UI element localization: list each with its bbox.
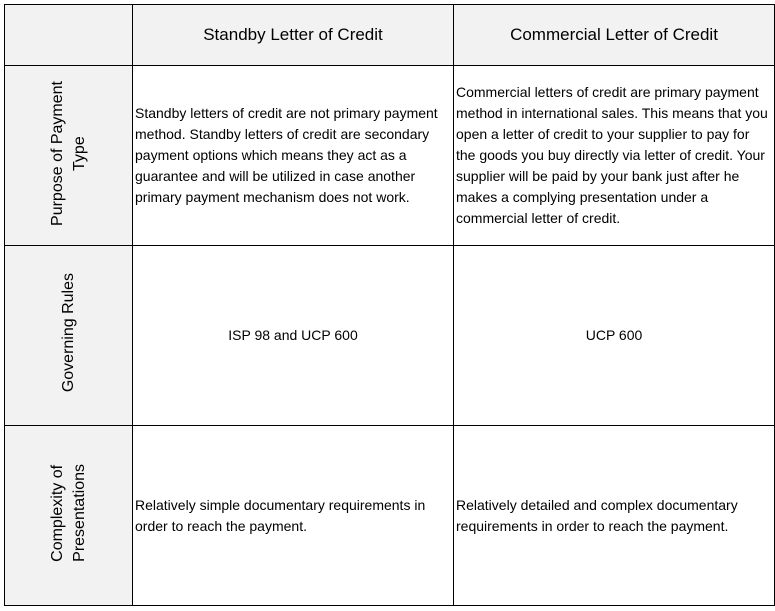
comparison-table xyxy=(4,4,775,606)
table-row-governing-rules xyxy=(5,246,775,426)
cell-purpose-commercial: Commercial letters of credit are primary payment method in international sales. This means that you open a letter of credit to your supplier to pay for the goods you buy directly via letter of credit. Your supplier will be paid by your bank just after he makes a complying presentation under a commercial letter of credit. xyxy=(454,66,775,246)
cell-complexity-standby: Relatively simple documentary requirements in order to reach the payment. xyxy=(133,426,454,606)
row-header-purpose-label: Purpose of Payment Type xyxy=(48,80,88,226)
column-header-standby: Standby Letter of Credit xyxy=(133,5,454,66)
row-header-complexity-label: Complexity of Presentations xyxy=(48,464,88,562)
table-row-purpose xyxy=(5,66,775,246)
column-header-commercial: Commercial Letter of Credit xyxy=(454,5,775,66)
cell-complexity-commercial: Relatively detailed and complex documentary requirements in order to reach the payment. xyxy=(454,426,775,606)
table-row-complexity xyxy=(5,426,775,606)
row-header-complexity xyxy=(5,426,133,606)
cell-governing-rules-standby: ISP 98 and UCP 600 xyxy=(133,246,454,426)
row-header-governing-rules-label: Governing Rules xyxy=(59,273,77,393)
corner-cell xyxy=(5,5,133,66)
cell-governing-rules-commercial: UCP 600 xyxy=(454,246,775,426)
row-header-governing-rules xyxy=(5,246,133,426)
row-header-purpose xyxy=(5,66,133,246)
cell-purpose-standby: Standby letters of credit are not primary payment method. Standby letters of credit are secondary payment options which means they act as a guarantee and will be utilized in case another primary payment mechanism does not work. xyxy=(133,66,454,246)
header-row xyxy=(5,5,775,66)
